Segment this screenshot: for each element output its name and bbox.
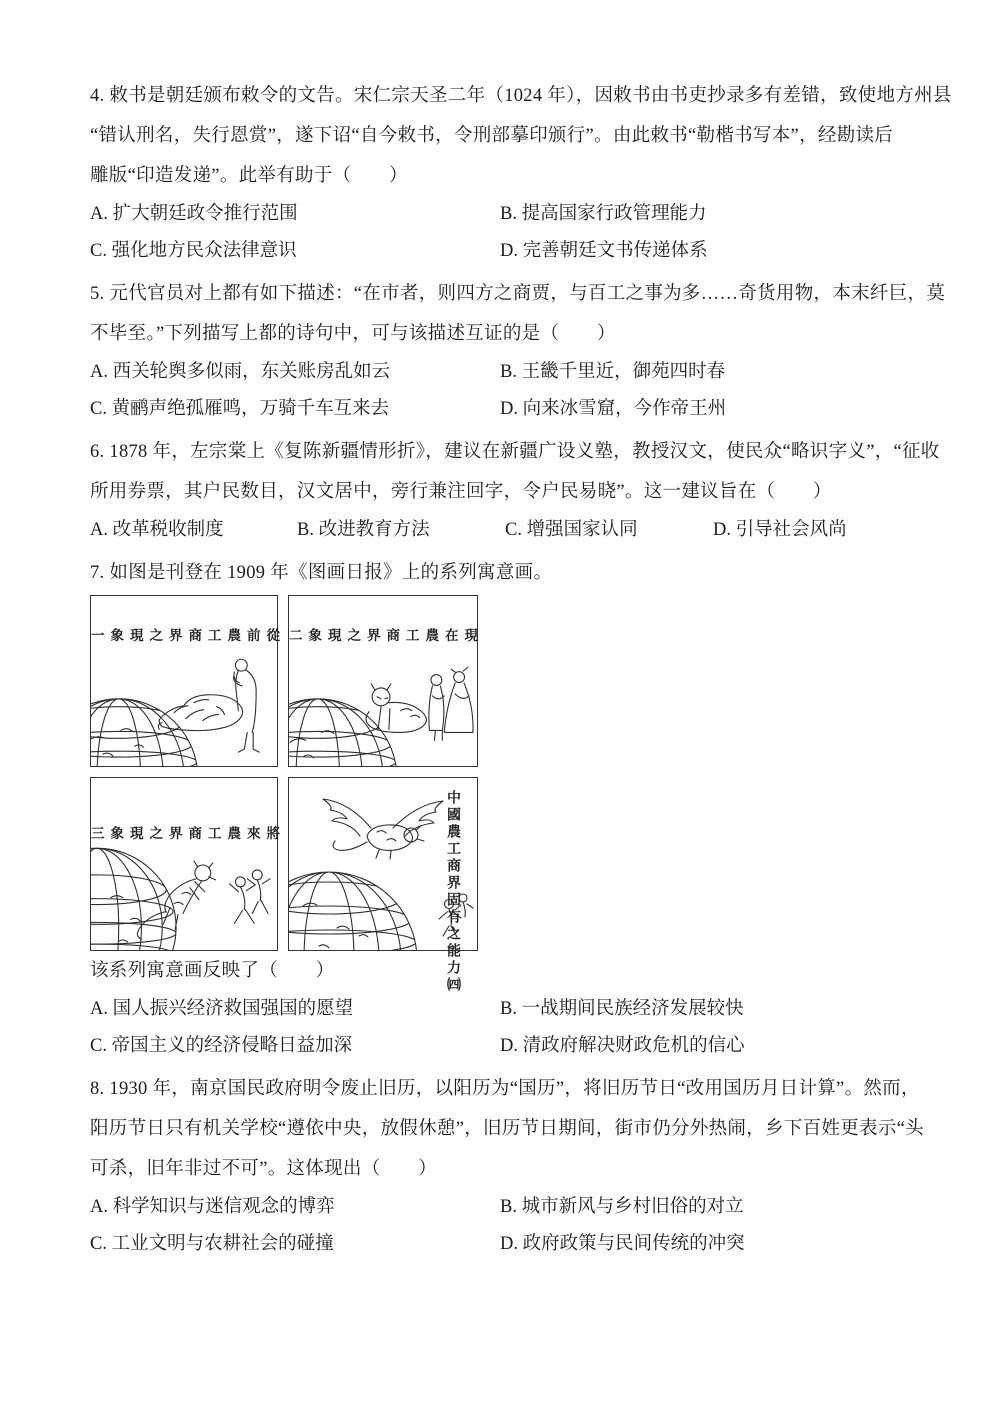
- panel-2-caption: 二象現之界商工農在現: [289, 628, 484, 643]
- question-7-option-d: D. 清政府解决财政危机的信心: [500, 1036, 745, 1056]
- question-4-option-a: A. 扩大朝廷政令推行范围: [90, 204, 298, 224]
- waking-tiger-scene-illustration: [289, 596, 484, 766]
- question-8-option-c: C. 工业文明与农耕社会的碰撞: [90, 1234, 334, 1254]
- question-4-stem-line-3: 雕版“印造发递”。此举有助于（ ）: [90, 166, 408, 186]
- question-5-stem-line-1: 5. 元代官员对上都有如下描述：“在市者，则四方之商贾，与百工之事为多……奇货用物，本末纤巨，莫: [90, 284, 946, 304]
- bending-man-illustration: [233, 659, 259, 752]
- question-4-options-row-1: [90, 196, 912, 233]
- question-6-option-a: A. 改革税收制度: [90, 520, 224, 540]
- question-6-option-b: B. 改进教育方法: [297, 520, 430, 540]
- cartoon-panel-4-winged-tiger: [288, 777, 478, 994]
- question-5-option-b: B. 王畿千里近，御苑四时春: [500, 362, 726, 382]
- question-8-options-row-1: [90, 1189, 912, 1226]
- man-and-woman-illustration: [429, 667, 473, 740]
- question-4-stem-line-2: “错认刑名，失行恩赏”，遂下诏“自今敕书，令刑部摹印颁行”。由此敕书“勒楷书写本”，经勘读后: [90, 126, 894, 146]
- question-7-option-b: B. 一战期间民族经济发展较快: [500, 999, 744, 1019]
- page-content: [90, 76, 952, 1267]
- question-6-stem-line-1: 6. 1878 年，左宗棠上《复陈新疆情形折》，建议在新疆广设义塾，教授汉文，使民众“略识字义”，“征收: [90, 442, 940, 462]
- sleeping-tiger-scene-illustration: [91, 596, 286, 766]
- question-8-stem-line-1: 8. 1930 年，南京国民政府明令废止旧历，以阳历为“国历”，将旧历节日“改用国历月日计算”。然而，: [90, 1079, 920, 1099]
- panel-4-caption: [442, 790, 463, 994]
- question-5-option-d: D. 向来冰雪窟，今作帝王州: [500, 399, 727, 419]
- question-8-stem-line-3: 可杀，旧年非过不可”。这体现出（ ）: [90, 1159, 437, 1179]
- question-7-intro: 7. 如图是刊登在 1909 年《图画日报》上的系列寓意画。: [90, 563, 553, 583]
- question-8: [90, 1069, 924, 1263]
- sitting-tiger-illustration: [366, 684, 426, 732]
- question-8-stem-line-2: 阳历节日只有机关学校“遵依中央，放假休憩”，旧历节日期间，街市仍分外热闹，乡下百姓更表示“头: [90, 1119, 924, 1139]
- panel-3-caption: 三象現之界商工農來將: [91, 826, 286, 841]
- question-7-options-row-2: [90, 1028, 912, 1065]
- question-6-stem-line-2: 所用券票，其户民数目，汉文居中，旁行兼注回字，令户民易晓”。这一建议旨在（ ）: [90, 482, 832, 502]
- question-5-stem-line-2: 不毕至。”下列描写上都的诗句中，可与该描述互证的是（ ）: [90, 324, 616, 344]
- question-5: [90, 274, 946, 428]
- question-7-option-a: A. 国人振兴经济救国强国的愿望: [90, 999, 354, 1019]
- cartoon-panel-1-past: [90, 595, 286, 767]
- cartoon-panel-3-future: [90, 777, 286, 951]
- question-6: [90, 432, 940, 549]
- question-4-stem-line-1: 4. 敕书是朝廷颁布敕令的文告。宋仁宗天圣二年（1024 年），因敕书由书吏抄录多有差错，致使地方州县: [90, 86, 952, 106]
- question-8-option-a: A. 科学知识与迷信观念的博弈: [90, 1197, 335, 1217]
- question-7-options-row-1: [90, 991, 912, 1028]
- question-7-option-c: C. 帝国主义的经济侵略日益加深: [90, 1036, 353, 1056]
- panel-4-caption-column-1: 中國農工商界: [445, 790, 460, 892]
- fleeing-people-illustration: [230, 870, 271, 923]
- panel-4-caption-column-2: 固有之能力㈣: [445, 892, 460, 994]
- question-8-option-b: B. 城市新风与乡村旧俗的对立: [500, 1197, 744, 1217]
- question-7-stem: 该系列寓意画反映了（ ）: [90, 961, 335, 981]
- question-6-options-row: [90, 512, 912, 549]
- question-4: [90, 76, 952, 270]
- question-8-option-d: D. 政府政策与民间传统的冲突: [500, 1234, 745, 1254]
- question-4-options-row-2: [90, 233, 912, 270]
- question-5-options-row-1: [90, 354, 912, 391]
- question-4-option-d: D. 完善朝廷文书传递体系: [500, 241, 708, 261]
- winged-tiger-illustration: [323, 799, 443, 859]
- question-4-option-b: B. 提高国家行政管理能力: [500, 204, 707, 224]
- question-7: [90, 553, 912, 1065]
- question-5-option-a: A. 西关轮舆多似雨，东关账房乱如云: [90, 362, 391, 382]
- globe-illustration: [91, 848, 176, 950]
- sleeping-tiger-illustration: [158, 695, 242, 731]
- question-4-option-c: C. 强化地方民众法律意识: [90, 241, 297, 261]
- question-6-option-d: D. 引导社会风尚: [713, 520, 847, 540]
- panel-1-caption: 一象現之界商工農前從: [91, 628, 286, 643]
- globe-illustration: [289, 872, 417, 950]
- question-8-options-row-2: [90, 1226, 912, 1263]
- question-6-option-c: C. 增强国家认同: [505, 520, 638, 540]
- cartoon-panel-2-present: [288, 595, 484, 767]
- question-5-option-c: C. 黄鹂声绝孤雁鸣，万骑千车互来去: [90, 399, 390, 419]
- globe-illustration: [91, 699, 198, 766]
- question-5-options-row-2: [90, 391, 912, 428]
- pouncing-tiger-scene-illustration: [91, 778, 286, 950]
